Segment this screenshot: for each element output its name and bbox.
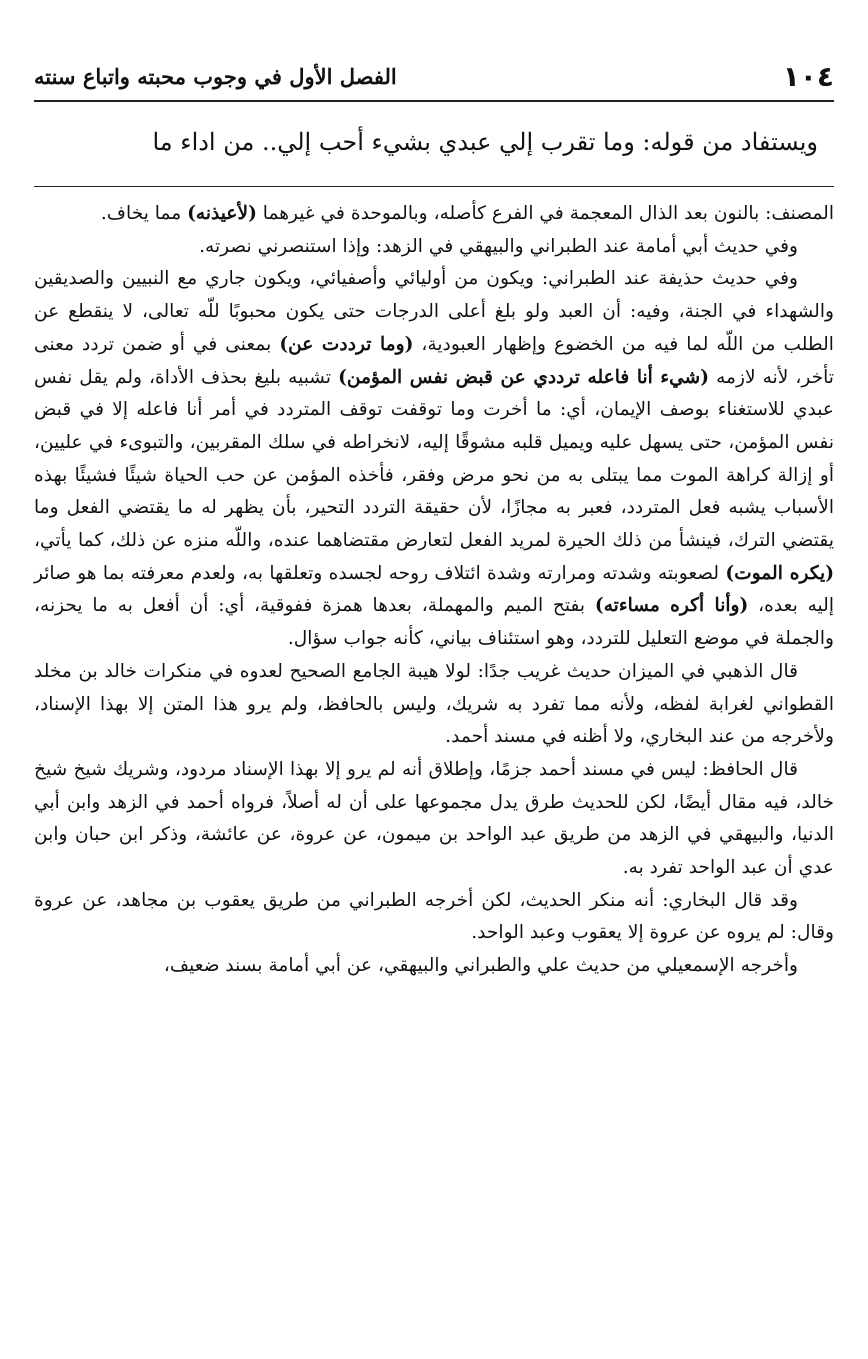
commentary-text: تشبيه بليغ بحذف الأداة، ولم يقل نفس عبدي للاستغناء بوصف الإيمان، أي: ما أخرت وما توقفت توقف المتردد في أمر أنا فاعله إلا في قبض نفس المؤمن، حتى يسهل عليه ويميل قلبه مشوقًا إليه، لانخراطه في سلك المقربين، والتبوىء في عليين، أو إزالة كراهة الموت مما يبتلى به من نحو مرض وفقر، فأخذه المؤمن عن حب الحياة شيئًا فشيئًا بهذه الأسباب يشبه فعل المتردد، فعبر به مجازًا، لأن حقيقة التردد التحير، بأن يظهر له ما يقتضي الفعل وما يقتضي الترك، فينشأ من ذلك الحيرة لمريد الفعل لتعارض مقتضاهما عنده، واللّه منزه عن ذلك، كما يأتي، [34, 366, 834, 552]
footnote-separator [34, 186, 834, 187]
header-rule [34, 100, 834, 102]
quoted-phrase: (شيء أنا فاعله ترددي عن قبض نفس المؤمن) [338, 366, 710, 388]
commentary-paragraph: وأخرجه الإسمعيلي من حديث علي والطبراني والبيهقي، عن أبي أمامة بسند ضعيف، [163, 955, 798, 977]
running-header [34, 58, 834, 94]
commentary-paragraph: وقد قال البخاري: أنه منكر الحديث، لكن أخرجه الطبراني من طريق يعقوب بن مجاهد، عن عروة وقال: لم يروه عن عروة إلا يعقوب وعبد الواحد. [34, 889, 834, 944]
commentary-paragraph [34, 198, 834, 231]
commentary-paragraph: قال الحافظ: ليس في مسند أحمد جزمًا، وإطلاق أنه لم يرو إلا بهذا الإسناد مردود، وشريك شيخ شيخ خالد، فيه مقال أيضًا، لكن للحديث طرق يدل مجموعها على أن له أصلاً، فرواه أحمد في الزهد وابن أبي الدنيا، والبيهقي في الزهد من طريق عبد الواحد بن ميمون، عن عروة، عن عائشة، وذكر ابن حبان وابن عدي أن عبد الواحد تفرد به. [34, 758, 835, 879]
chapter-title: الفصل الأول في وجوب محبته واتباع سنته [34, 63, 397, 89]
page-number: ١٠٤ [782, 59, 834, 93]
commentary-text: بفتح الميم والمهملة، بعدها همزة ففوقية، أي: أن أفعل به ما يحزنه، والجملة في موضع التعليل للتردد، وهو استئناف بياني، كأنه جواب سؤال. [34, 595, 834, 650]
quoted-phrase: (يكره الموت) [725, 562, 834, 584]
commentary-text: وفي حديث حذيفة عند الطبراني: ويكون من أوليائي وأصفيائي، ويكون جاري مع النبيين والصديقين والشهداء في الجنة، وفيه: أن العبد ولو بلغ أعلى الدرجات حتى يكون محبوبًا للّه تعالى، لا ينقطع عن الطلب من اللّه لما فيه من الخضوع وإظهار العبودية، [34, 268, 834, 355]
quoted-phrase: (لأعيذنه) [187, 203, 257, 224]
commentary-text: بمعنى في أو ضمن تردد معنى تأخر، لأنه لازمه [34, 333, 834, 388]
commentary-paragraph [34, 263, 834, 655]
commentary-text: مما يخاف. [100, 203, 188, 224]
commentary-text: المصنف: بالنون بعد الذال المعجمة في الفرع كأصله، وبالموحدة في غيرهما [256, 203, 834, 224]
commentary-paragraph: قال الذهبي في الميزان حديث غريب جدًا: لولا هيبة الجامع الصحيح لعدوه في منكرات خالد بن مخلد القطواني لغرابة لفظه، ولأنه مما تفرد به شريك، وليس بالحافظ، ولم يرو هذا المتن إلا بهذا الإسناد، ولأخرجه من عند البخاري، ولا أظنه في مسند أحمد. [34, 660, 834, 748]
quoted-phrase: (وأنا أكره مساءته) [594, 595, 749, 617]
commentary-paragraph: وفي حديث أبي أمامة عند الطبراني والبيهقي في الزهد: وإذا استنصرني نصرته. [199, 235, 798, 257]
commentary-body [34, 198, 834, 983]
matn-text: ويستفاد من قوله: وما تقرب إلي عبدي بشيء أحب إلي.. من اداء ما [152, 128, 818, 156]
commentary-text: لصعوبته وشدته ومرارته وشدة ائتلاف روحه لجسده وتعلقها به، ولعدم معرفته بما هو صائر إليه بعده، [34, 562, 834, 617]
quoted-phrase: (وما ترددت عن) [279, 333, 414, 355]
